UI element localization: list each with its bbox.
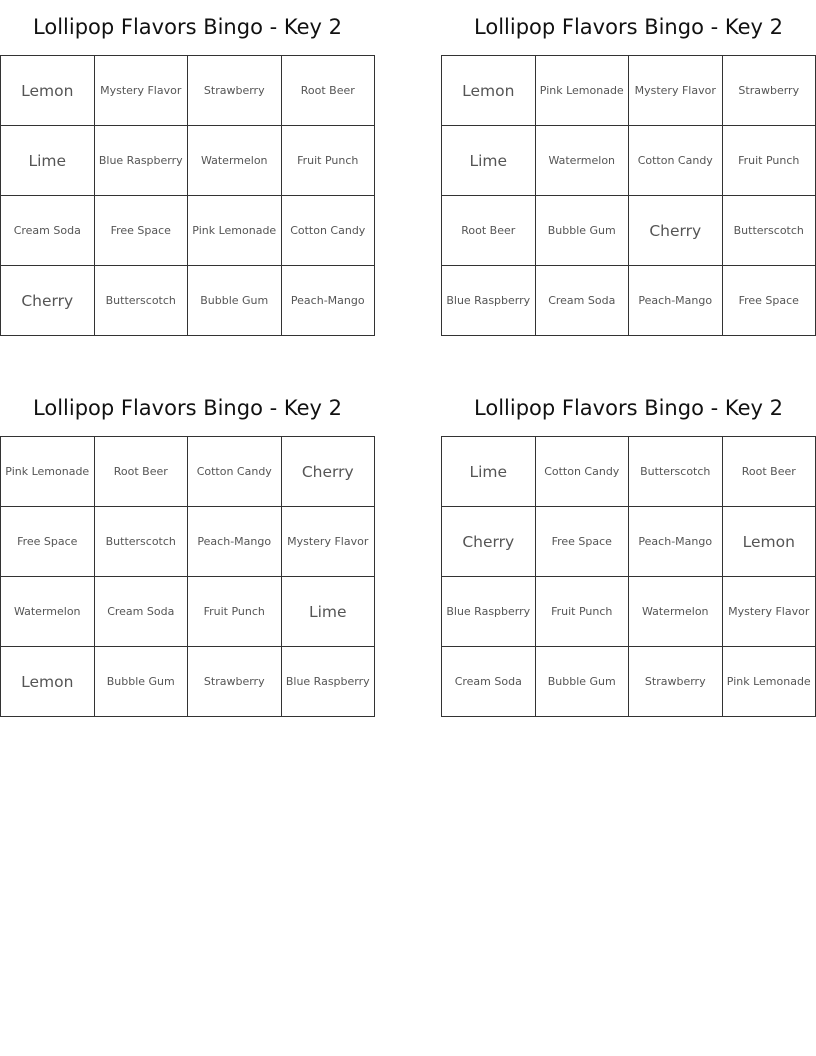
bingo-card-2 [441,0,816,336]
bingo-cell: Fruit Punch [723,126,816,196]
bingo-cell: Strawberry [188,56,282,126]
bingo-cell: Pink Lemonade [1,437,95,507]
bingo-cell: Cherry [442,507,536,577]
bingo-cell: Strawberry [188,647,282,717]
bingo-cell: Lime [442,126,536,196]
bingo-cell: Cream Soda [1,196,95,266]
bingo-cell: Mystery Flavor [95,56,189,126]
bingo-cell: Fruit Punch [188,577,282,647]
bingo-cell: Free Space [95,196,189,266]
bingo-cell: Pink Lemonade [188,196,282,266]
bingo-cell: Watermelon [629,577,723,647]
bingo-cell: Fruit Punch [282,126,376,196]
bingo-cell: Free Space [1,507,95,577]
card-title: Lollipop Flavors Bingo - Key 2 [474,396,783,420]
bingo-cell: Cherry [1,266,95,336]
bingo-cell: Butterscotch [95,266,189,336]
bingo-cell: Bubble Gum [536,196,630,266]
bingo-cell: Butterscotch [95,507,189,577]
bingo-card-4 [441,381,816,717]
bingo-cell: Root Beer [723,437,816,507]
bingo-cell: Root Beer [95,437,189,507]
bingo-grid [441,436,816,717]
bingo-cell: Mystery Flavor [723,577,816,647]
bingo-card-3 [0,381,375,717]
bingo-cell: Free Space [723,266,816,336]
bingo-cell: Cotton Candy [536,437,630,507]
bingo-cell: Cotton Candy [282,196,376,266]
bingo-cell: Lemon [1,647,95,717]
card-title: Lollipop Flavors Bingo - Key 2 [33,15,342,39]
card-title: Lollipop Flavors Bingo - Key 2 [33,396,342,420]
bingo-cell: Lime [442,437,536,507]
bingo-cell: Strawberry [629,647,723,717]
bingo-cell: Bubble Gum [188,266,282,336]
bingo-cell: Cotton Candy [188,437,282,507]
card-title: Lollipop Flavors Bingo - Key 2 [474,15,783,39]
bingo-cell: Lime [282,577,376,647]
bingo-cell: Free Space [536,507,630,577]
bingo-cell: Root Beer [442,196,536,266]
bingo-cell: Strawberry [723,56,816,126]
bingo-card-1 [0,0,375,336]
bingo-cell: Lemon [1,56,95,126]
bingo-cell: Pink Lemonade [723,647,816,717]
bingo-cell: Lemon [723,507,816,577]
bingo-cell: Butterscotch [723,196,816,266]
bingo-cell: Blue Raspberry [282,647,376,717]
bingo-cell: Blue Raspberry [442,577,536,647]
bingo-cell: Cream Soda [442,647,536,717]
bingo-cell: Cream Soda [536,266,630,336]
bingo-grid [0,436,375,717]
bingo-cell: Watermelon [188,126,282,196]
bingo-cell: Pink Lemonade [536,56,630,126]
bingo-cell: Cherry [282,437,376,507]
bingo-cell: Blue Raspberry [442,266,536,336]
bingo-cell: Lemon [442,56,536,126]
bingo-cell: Cherry [629,196,723,266]
bingo-cell: Cotton Candy [629,126,723,196]
bingo-cell: Butterscotch [629,437,723,507]
bingo-cell: Peach-Mango [629,507,723,577]
bingo-cell: Blue Raspberry [95,126,189,196]
bingo-cell: Fruit Punch [536,577,630,647]
bingo-cell: Lime [1,126,95,196]
bingo-cell: Bubble Gum [536,647,630,717]
bingo-cell: Peach-Mango [188,507,282,577]
bingo-grid [441,55,816,336]
bingo-cell: Cream Soda [95,577,189,647]
bingo-cell: Watermelon [536,126,630,196]
bingo-cell: Peach-Mango [629,266,723,336]
bingo-cell: Mystery Flavor [629,56,723,126]
bingo-cell: Peach-Mango [282,266,376,336]
bingo-cell: Bubble Gum [95,647,189,717]
bingo-cell: Watermelon [1,577,95,647]
bingo-cell: Root Beer [282,56,376,126]
bingo-cell: Mystery Flavor [282,507,376,577]
bingo-grid [0,55,375,336]
